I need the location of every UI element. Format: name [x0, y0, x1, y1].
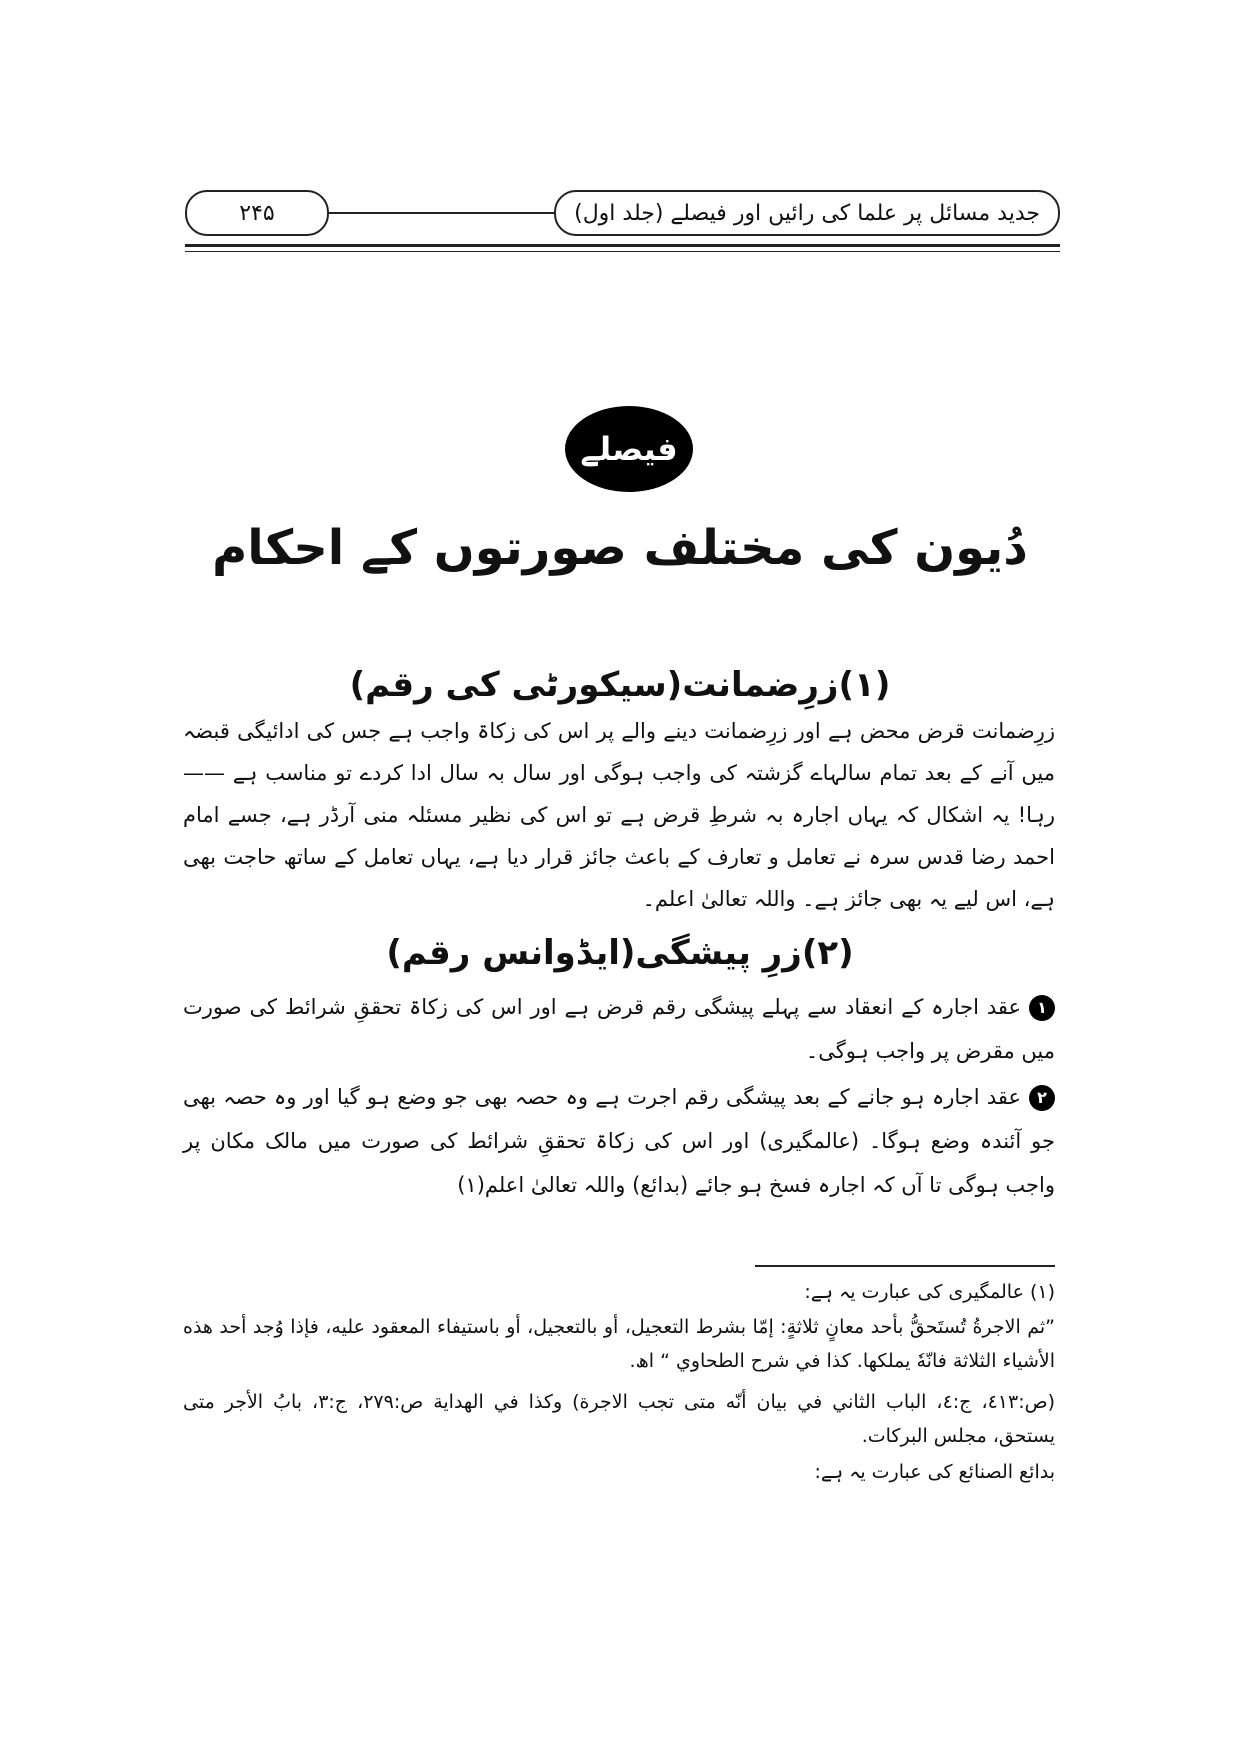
footnote-separator	[755, 1265, 1055, 1267]
page-title: دُیون کی مختلف صورتوں کے احکام	[212, 520, 1028, 576]
section-heading-advance-payment: (۲)زرِ پیشگی(ایڈوانس رقم)	[386, 933, 854, 973]
list-item	[183, 985, 1055, 1073]
item-text: عقد اجارہ کے انعقاد سے پہلے پیشگی رقم قرض ہے اور اس کی زکاۃ تحققِ شرائط کی صورت میں مقرض پر واجب ہوگی۔	[183, 995, 1055, 1063]
list-item	[183, 1075, 1055, 1207]
footnote-citation: (ص:٤١٣، ج:٤، الباب الثاني في بيان أنّه متى تجب الاجرة) وكذا في الهداية ص:٢٧٩، ج:٣، بابُ الأجر متى يستحق، مجلس البركات.	[183, 1391, 1055, 1447]
item-text: عقد اجارہ ہو جانے کے بعد پیشگی رقم اجرت ہے وہ حصہ بھی جو وضع ہو گیا اور وہ حصہ بھی جو آئندہ وضع ہوگا۔ (عالمگیری) اور اس کی زکاۃ تحققِ شرائط کی صورت میں مالک مکان پر واجب ہوگی تا آں کہ اجارہ فسخ ہو جائے (بدائع) واللہ تعالیٰ اعلم(۱)	[183, 1085, 1055, 1197]
section-heading-security-deposit: (۱)زرِضمانت(سیکورٹی کی رقم)	[349, 665, 891, 705]
page-number: ۲۴۵	[185, 190, 329, 236]
running-header	[185, 190, 1060, 240]
section-body-security-deposit: زرِضمانت قرض محض ہے اور زرِضمانت دینے والے پر اس کی زکاۃ واجب ہے جس کی ادائیگی قبضہ میں آنے کے بعد تمام سالہاے گزشتہ کی واجب ہوگی اور سال بہ سال ادا کردے تو مناسب ہے —— رہا! یہ اشکال کہ یہاں اجارہ بہ شرطِ قرض ہے تو اس کی نظیر مسئلہ منی آرڈر ہے، جسے امام احمد رضا قدس سرہ نے تعامل و تعارف کے باعث جائز قرار دیا ہے، یہاں تعامل کے ساتھ حاجت بھی ہے، اس لیے یہ بھی جائز ہے۔ واللہ تعالیٰ اعلم۔	[183, 719, 1055, 911]
footnote-badai-intro: بدائع الصنائع کی عبارت یہ ہے:	[814, 1461, 1055, 1483]
footnote-intro: (۱) عالمگیری کی عبارت یہ ہے:	[804, 1281, 1055, 1303]
item-number-badge: ۲	[1029, 1085, 1055, 1111]
header-double-rule-thick	[185, 244, 1060, 247]
verdict-badge: فیصلے	[565, 406, 693, 492]
item-number-badge: ۱	[1029, 995, 1055, 1021]
header-double-rule-thin	[185, 251, 1060, 252]
book-title: جدید مسائل پر علما کی رائیں اور فیصلے (جلد اول)	[554, 190, 1060, 236]
footnote-quote: ”ثم الاجرةُ تُستَحقُّ بأحد معانٍ ثلاثةٍ: إمّا بشرط التعجيل، أو بالتعجيل، أو باستيفاء المعقود عليه، فإذا وُجد أحد هذه الأشياء الثلاثة فانّهٗ يملكها. كذا في شرح الطحاوي “ اھ.	[183, 1316, 1055, 1372]
